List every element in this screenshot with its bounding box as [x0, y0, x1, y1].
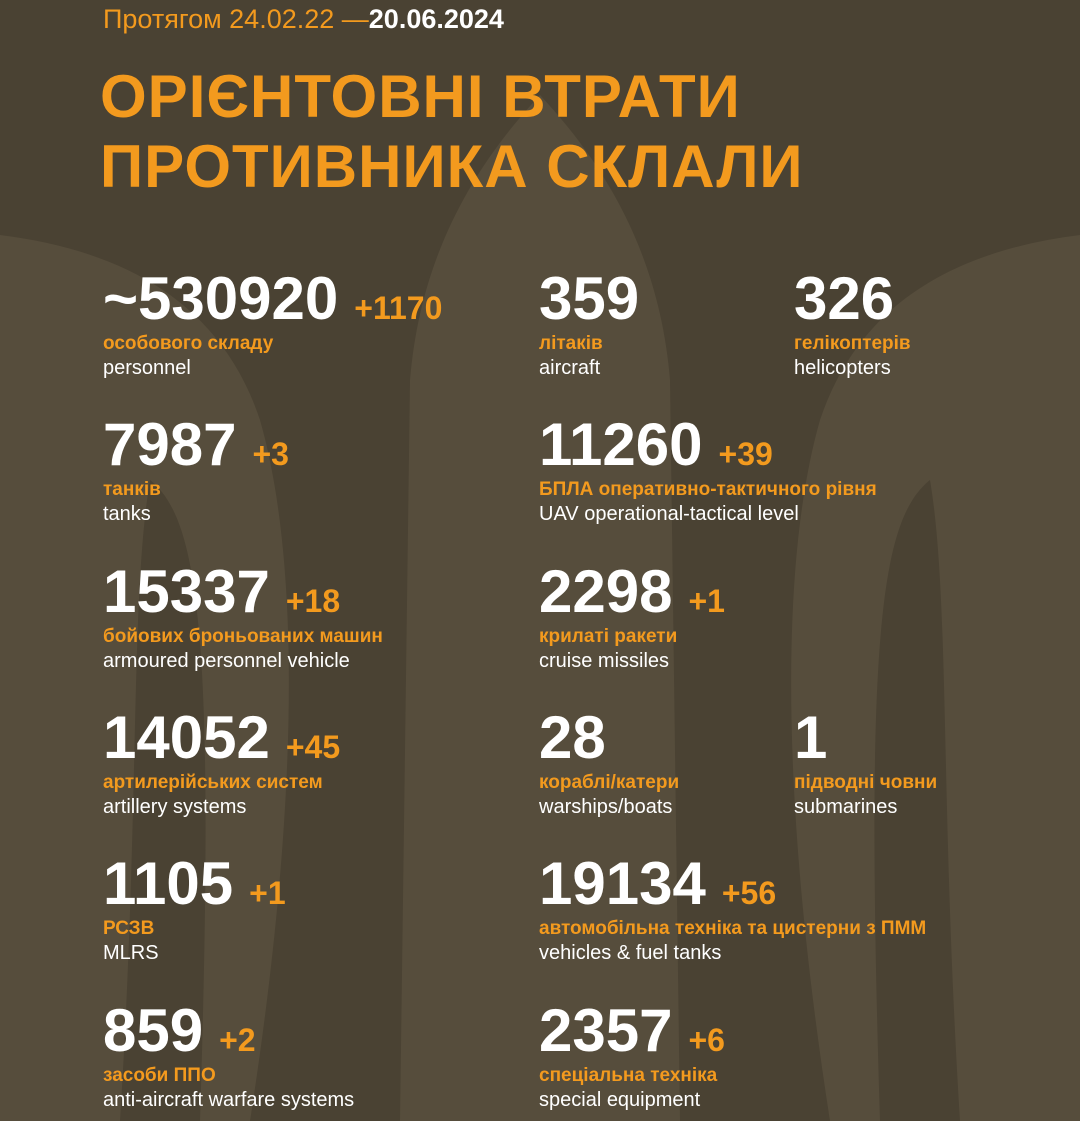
- title-line-1: ОРІЄНТОВНІ ВТРАТИ: [100, 63, 741, 130]
- stat-delta: +1: [249, 875, 286, 911]
- stat-mlrs: [103, 850, 286, 965]
- stat-label-en: anti-aircraft warfare systems: [103, 1089, 355, 1111]
- stat-value: 28: [539, 704, 606, 771]
- stat-submarines: [794, 704, 938, 819]
- page-title: [100, 62, 804, 202]
- stat-label-uk: засоби ППО: [103, 1065, 216, 1086]
- stat-vehicles: [539, 850, 927, 965]
- stat-value: 15337: [103, 558, 270, 625]
- stat-value: 326: [794, 265, 895, 332]
- stat-delta: +1170: [354, 290, 443, 326]
- stat-label-en: special equipment: [539, 1089, 701, 1111]
- stat-label-en: MLRS: [103, 942, 159, 964]
- stat-label-en: UAV operational-tactical level: [539, 503, 799, 525]
- stat-label-en: helicopters: [794, 357, 891, 379]
- stat-delta: +3: [252, 436, 289, 472]
- stat-label-uk: гелікоптерів: [794, 333, 911, 354]
- stat-delta: +1: [688, 583, 725, 619]
- stat-delta: +2: [219, 1022, 256, 1058]
- stat-helicopters: [794, 265, 911, 380]
- stat-special-equipment: [539, 997, 725, 1112]
- stat-label-uk: автомобільна техніка та цистерни з ПММ: [539, 918, 927, 939]
- stat-label-uk: особового складу: [103, 333, 274, 354]
- stat-label-en: vehicles & fuel tanks: [539, 942, 722, 964]
- stat-apv: [103, 558, 383, 673]
- title-line-2: ПРОТИВНИКА СКЛАЛИ: [100, 133, 804, 200]
- stat-label-en: submarines: [794, 796, 898, 818]
- stat-delta: +39: [718, 436, 773, 472]
- stat-label-en: cruise missiles: [539, 650, 670, 672]
- stat-value: 2298: [539, 558, 673, 625]
- stat-value: 19134: [539, 850, 706, 917]
- stat-warships: [539, 704, 680, 819]
- stat-tanks: [103, 411, 289, 526]
- stat-value: 14052: [103, 704, 270, 771]
- stat-air-defense: [103, 997, 355, 1112]
- stat-label-en: warships/boats: [539, 796, 673, 818]
- stat-value: 7987: [103, 411, 237, 478]
- stat-label-uk: танків: [103, 479, 161, 500]
- stat-delta: +18: [285, 583, 341, 619]
- stat-value: 2357: [539, 997, 673, 1064]
- stat-label-en: armoured personnel vehicle: [103, 650, 350, 672]
- stat-label-uk: підводні човни: [794, 772, 938, 793]
- period-line: [103, 4, 504, 35]
- stat-uav: [539, 411, 877, 526]
- stat-label-uk: кораблі/катери: [539, 772, 680, 793]
- stat-label-uk: крилаті ракети: [539, 626, 678, 647]
- stat-label-en: aircraft: [539, 357, 601, 379]
- stat-label-uk: літаків: [539, 333, 603, 354]
- stat-label-uk: спеціальна техніка: [539, 1065, 718, 1086]
- stat-label-uk: РСЗВ: [103, 918, 155, 939]
- stat-value: 1: [794, 704, 828, 771]
- stat-label-uk: артилерійських систем: [103, 772, 323, 793]
- stat-value: ~530920: [103, 265, 339, 332]
- stat-label-en: personnel: [103, 357, 191, 379]
- stat-value: 11260: [539, 411, 703, 478]
- stat-label-uk: бойових броньованих машин: [103, 626, 383, 647]
- stat-delta: +45: [285, 729, 341, 765]
- period-end-date: 20.06.2024: [368, 4, 504, 34]
- stat-value: 859: [103, 997, 204, 1064]
- stat-aircraft: [539, 265, 640, 380]
- stat-label-en: tanks: [103, 503, 151, 525]
- stat-delta: +6: [688, 1022, 725, 1058]
- stat-artillery: [103, 704, 341, 819]
- stat-label-uk: БПЛА оперативно-тактичного рівня: [539, 479, 877, 500]
- stat-value: 359: [539, 265, 640, 332]
- stat-label-en: artillery systems: [103, 796, 247, 818]
- stat-delta: +56: [721, 875, 777, 911]
- stat-value: 1105: [103, 850, 234, 917]
- stat-cruise-missiles: [539, 558, 725, 673]
- stat-personnel: [103, 265, 443, 380]
- period-prefix: Протягом 24.02.22 —: [103, 4, 369, 34]
